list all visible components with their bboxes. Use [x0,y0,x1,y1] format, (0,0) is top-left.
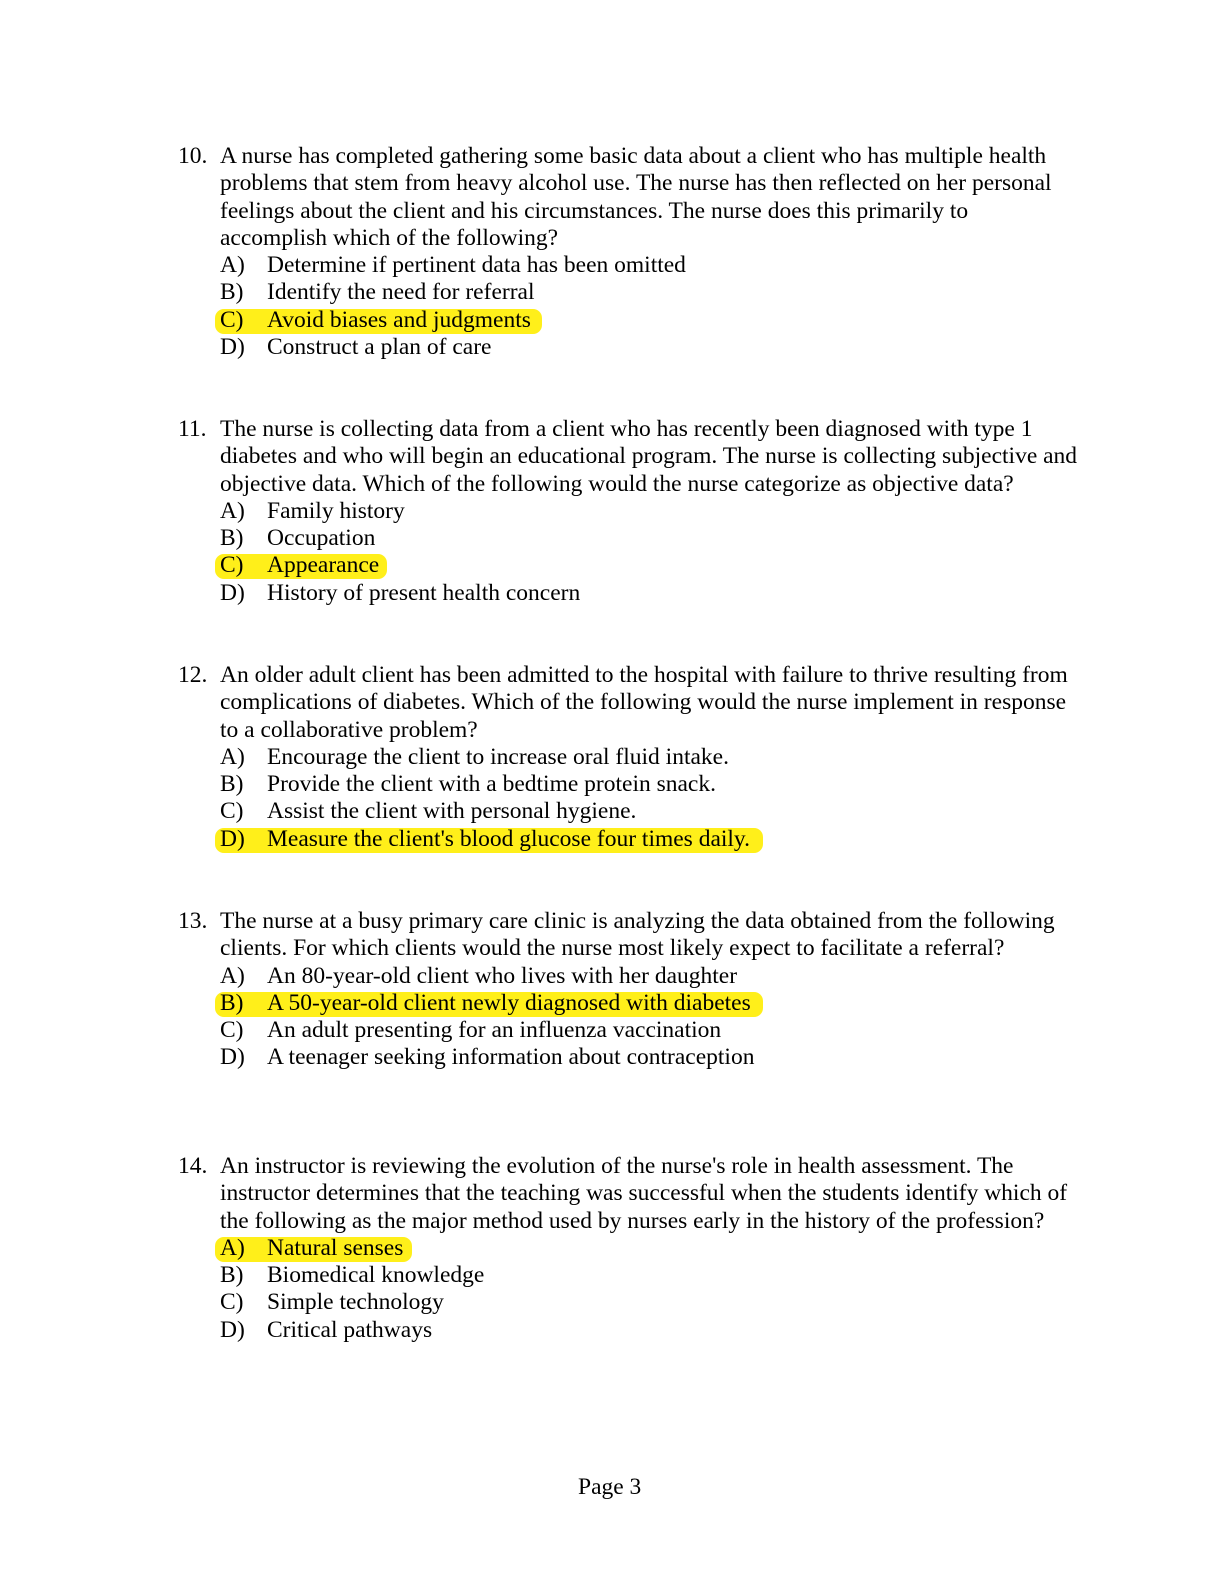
option-text: Assist the client with personal hygiene. [267,798,637,825]
option-letter: D) [220,334,245,361]
question-13 [178,908,1078,1072]
option-text: Family history [267,497,405,524]
option-letter: A) [220,962,245,989]
option-letter: A) [220,1234,245,1261]
page-footer [578,1474,642,1500]
question-number: 13. [178,908,208,934]
option-letter: B) [220,525,244,552]
answer-options [220,252,1078,361]
option-a [220,744,1078,771]
option-letter: D) [220,579,245,606]
question-number: 14. [178,1153,208,1179]
option-letter: B) [220,1262,244,1289]
answer-options [220,744,1078,853]
option-text: Occupation [267,525,376,552]
option-text: Provide the client with a bedtime protein snack. [267,771,716,798]
question-number: 12. [178,662,208,688]
option-b [220,525,1078,552]
question-10 [178,143,1078,361]
option-text: Construct a plan of care [267,334,492,361]
question-number: 10. [178,143,208,169]
option-b [220,279,1078,306]
option-b [220,771,1078,798]
option-letter: C) [220,798,244,825]
option-text: Measure the client's blood glucose four times daily. [267,825,751,852]
question-text: The nurse is collecting data from a client who has recently been diagnosed with type 1 diabetes and who will begin an educational program. The nurse is collecting subjective and objective data. Which of the following would the nurse categorize as objective data? [220,416,1078,497]
option-text: Simple technology [267,1289,444,1316]
option-letter: D) [220,1316,245,1343]
option-letter: B) [220,771,244,798]
option-a [220,252,1078,279]
option-b [220,1262,1078,1289]
option-letter: D) [220,1044,245,1071]
option-a-highlighted [220,1235,1078,1262]
option-text: History of present health concern [267,579,581,606]
option-text: Natural senses [267,1234,404,1261]
option-letter: A) [220,497,245,524]
question-14 [178,1153,1078,1344]
option-d [220,334,1078,361]
option-letter: B) [220,989,244,1016]
option-c-highlighted [220,307,1078,334]
option-c [220,1289,1078,1316]
answer-options [220,498,1078,607]
option-letter: B) [220,279,244,306]
option-d-highlighted [220,826,1078,853]
option-text: Encourage the client to increase oral fluid intake. [267,743,729,770]
option-d [220,580,1078,607]
option-text: Avoid biases and judgments [267,306,531,333]
question-11 [178,416,1078,607]
option-letter: C) [220,1017,244,1044]
option-d [220,1044,1078,1071]
option-letter: A) [220,252,245,279]
question-12 [178,662,1078,853]
page-number: Page 3 [578,1474,642,1500]
question-text: The nurse at a busy primary care clinic is analyzing the data obtained from the following clients. For which clients would the nurse most likely expect to facilitate a referral? [220,908,1055,962]
option-letter: D) [220,825,245,852]
option-letter: C) [220,306,244,333]
option-d [220,1317,1078,1344]
option-text: Biomedical knowledge [267,1262,485,1289]
option-b-highlighted [220,990,1078,1017]
option-text: An 80-year-old client who lives with her daughter [267,962,738,989]
option-c [220,798,1078,825]
option-letter: C) [220,552,244,579]
answer-options [220,1235,1078,1344]
option-a [220,498,1078,525]
question-text: A nurse has completed gathering some basic data about a client who has multiple health problems that stem from heavy alcohol use. The nurse has then reflected on her personal feelings about the client and his circumstances. The nurse does this primarily to accomplish which of the following? [220,143,1052,251]
question-text: An older adult client has been admitted to the hospital with failure to thrive resulting from complications of diabetes. Which of the following would the nurse implement in response to a collaborative problem? [220,662,1068,743]
option-text: A 50-year-old client newly diagnosed with diabetes [267,989,751,1016]
answer-options [220,963,1078,1072]
option-text: A teenager seeking information about contraception [267,1044,755,1071]
option-text: Critical pathways [267,1316,433,1343]
option-c [220,1017,1078,1044]
option-text: Identify the need for referral [267,279,535,306]
option-a [220,963,1078,990]
option-text: Determine if pertinent data has been omitted [267,252,686,279]
option-letter: C) [220,1289,244,1316]
option-text: Appearance [267,552,380,579]
option-letter: A) [220,743,245,770]
question-text: An instructor is reviewing the evolution of the nurse's role in health assessment. The instructor determines that the teaching was successful when the students identify which of the following as the major method used by nurses early in the history of the profession? [220,1153,1068,1234]
option-c-highlighted [220,552,1078,579]
question-number: 11. [178,416,207,442]
option-text: An adult presenting for an influenza vaccination [267,1017,722,1044]
